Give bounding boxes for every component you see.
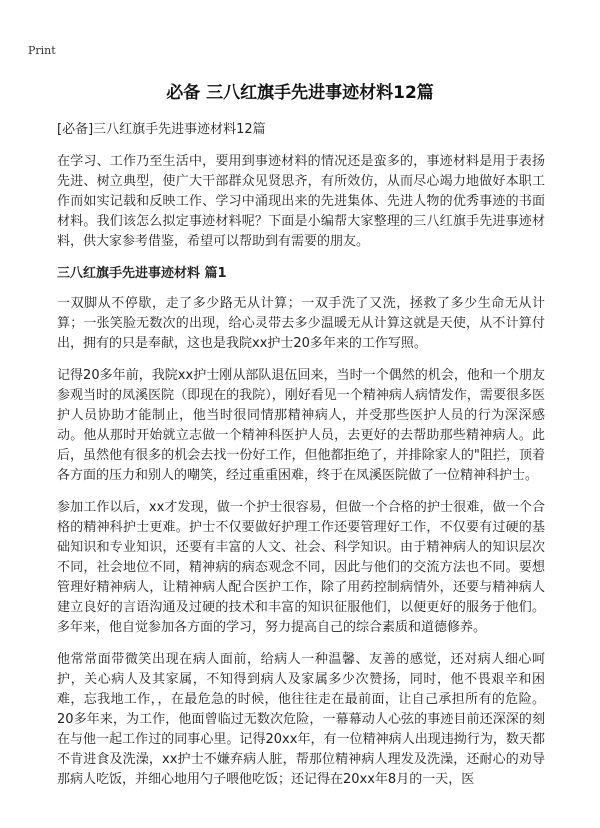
- print-link[interactable]: Print: [28, 44, 56, 57]
- intro-paragraph: 在学习、工作乃至生活中，要用到事迹材料的情况还是蛮多的，事迹材料是用于表扬先进、树立典型，使广大干部群众见贤思齐，有所效仿，从而尽心竭力地做好本职工作而如实记载和反映工作、学习中涌现出来的先进集体、先进人物的优秀事迹的书面材料。我们该怎么拟定事迹材料呢？下面是小编帮大家整理的三八红旗手先进事迹材料，供大家参考借鉴，希望可以帮助到有需要的朋友。: [57, 154, 545, 249]
- body-paragraph-3: 参加工作以后，xx才发现，做一个护士很容易，但做一个合格的护士很难，做一个合格的精神科护士更难。护士不仅要做好护理工作还要管理好工作，不仅要有过硬的基础知识和专业知识，还要有丰富的人文、社会、科学知识。由于精神病人的知识层次不同，社会地位不同，精神病的病态观念不同，因此与他们的交流方法也不同。要想管理好精神病人，让精神病人配合医护工作，除了用药控制病情外，还要与精神病人建立良好的言语沟通及过硬的技术和丰富的知识征服他们，以便更好的服务于他们。多年来，他自觉参加各方面的学习，努力提高自己的综合素质和道德修养。: [57, 500, 545, 635]
- section-heading: 三八红旗手先进事迹材料 篇1: [57, 266, 227, 281]
- body-paragraph-1: 一双脚从不停歇，走了多少路无从计算；一双手洗了又洗，拯救了多少生命无从计算；一张笑脸无数次的出现，给心灵带去多少温暖无从计算这就是天使，从不计算付出，拥有的只是奉献，这也是我院xx护士20多年来的工作写照。: [57, 296, 545, 351]
- body-paragraph-2: 记得20多年前，我院xx护士刚从部队退伍回来，当时一个偶然的机会，他和一个朋友参观当时的凤溪医院（即现在的我院），刚好看见一个精神病人病情发作，需要很多医护人员协助才能制止，他当时很同情那精神病人，并受那些医护人员的行为深深感动。他从那时开始就立志做一个精神科医护人员，去更好的去帮助那些精神病人。此后，虽然他有很多的机会去找一份好工作，但他都拒绝了，并排除家人的"阻拦，顶着各方面的压力和别人的嘲笑，经过重重困难，终于在凤溪医院做了一位精神科护士。: [57, 368, 545, 483]
- document-body: [57, 120, 545, 802]
- document-subtitle: [必备]三八红旗手先进事迹材料12篇: [57, 122, 266, 137]
- page-title: 必备 三八红旗手先进事迹材料12篇: [166, 83, 434, 103]
- body-paragraph-4: 他常常面带微笑出现在病人面前，给病人一种温馨、友善的感觉，还对病人细心呵护，关心病人及其家属，不知得到病人及家属多少次赞扬，同时，他不畏艰辛和困难，忘我地工作，，在最危急的时候，他往往走在最前面，让自己承担所有的危险。20多年来，为工作，他面曾临过无数次危险，一幕幕动人心弦的事迹目前还深深的刻在与他一起工作过的同事心里。记得20xx年，有一位精神病人出现违拗行为，数天都不肯进食及洗澡，xx护士不嫌弃病人脏，帮那位精神病人理发及洗澡，还耐心的劝导那病人吃饭，并细心地用勺子喂他吃饭；还记得在20xx年8月的一天，医: [57, 652, 545, 787]
